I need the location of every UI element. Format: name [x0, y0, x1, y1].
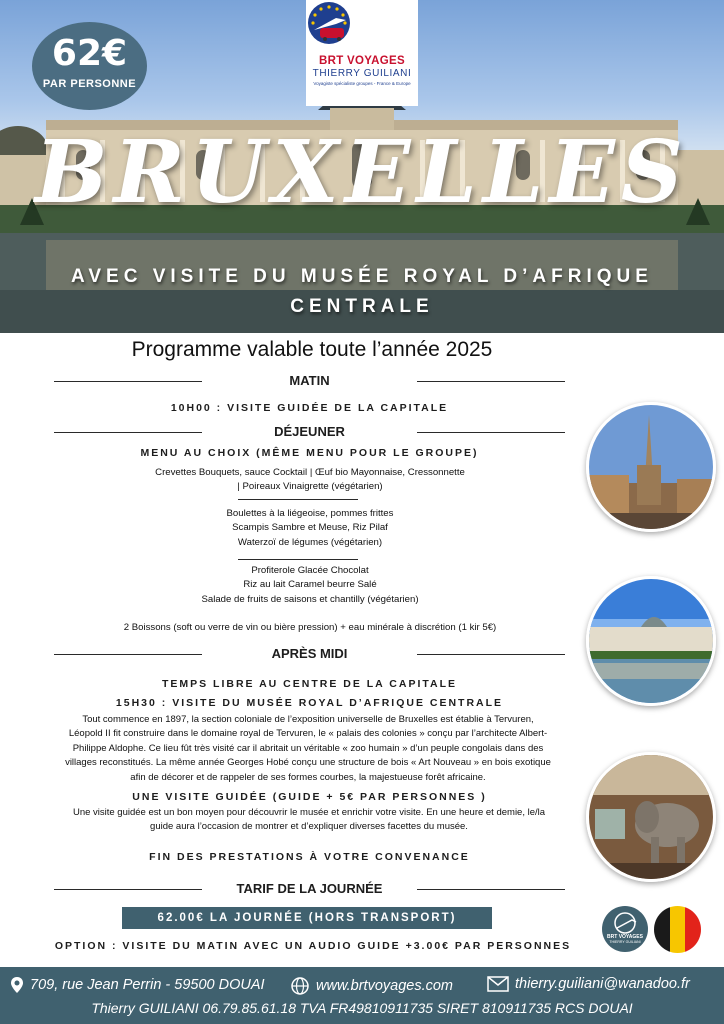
belgium-flag-icon [654, 906, 701, 953]
globe-icon [602, 910, 648, 936]
guided-visit-description [14, 806, 604, 835]
end-of-services: FIN DES PRESTATIONS À VOTRE CONVENANCE [149, 851, 470, 863]
paragraph-line: Philippe Aldophe. Ce lieu fût très visité car il abritait un véritable « zoo humain » d’un peuple congolais dans des [72, 742, 544, 754]
small-logo-name: BRT VOYAGES [607, 934, 643, 940]
section-heading-label: MATIN [289, 373, 330, 388]
section-heading-pricing [54, 879, 565, 899]
flag-stripe-red [685, 906, 701, 953]
hero-title: BRUXELLES [34, 122, 690, 223]
menu-divider [238, 559, 358, 560]
small-logo-person: THIERRY GUILIANI [609, 940, 641, 944]
museum-exterior-photo [586, 576, 716, 706]
menu-starters [80, 466, 540, 495]
divider [417, 654, 565, 655]
museum-elephant-photo [586, 752, 716, 882]
location-pin-icon [10, 976, 24, 994]
menu-line: Scampis Sambre et Meuse, Riz Pilaf [232, 522, 388, 534]
paragraph-line: afin de décorer et de rappeler de ses formes courbes, la majestueuse forêt africaine. [130, 771, 486, 783]
section-heading-label: DÉJEUNER [274, 424, 345, 439]
free-time: TEMPS LIBRE AU CENTRE DE LA CAPITALE [161, 678, 458, 690]
price-badge-amount: 62€ [51, 33, 128, 74]
footer-legal: Thierry GUILIANI 06.79.85.61.18 TVA FR49810911735 SIRET 810911735 RCS DOUAI [91, 1000, 633, 1016]
menu-title: MENU AU CHOIX (MÊME MENU POUR LE GROUPE) [140, 447, 479, 459]
section-heading-label: APRÈS MIDI [271, 646, 348, 661]
grand-place-photo [586, 402, 716, 532]
morning-visit: 10H00 : VISITE GUIDÉE DE LA CAPITALE [170, 402, 449, 414]
footer-website[interactable] [290, 976, 453, 996]
menu-line: Profiterole Glacée Chocolat [251, 565, 369, 576]
europe-globe-icon [306, 0, 352, 46]
paragraph-line: Tout commence en 1897, la section coloniale de l’exposition universelle de Bruxelles est établie à Tervuren, [82, 714, 534, 725]
website-link[interactable]: www.brtvoyages.com [316, 977, 453, 994]
menu-line: Riz au lait Caramel beurre Salé [243, 579, 377, 591]
paragraph-line: guide aura l’occasion de montrer et d’expliquer diverses facettes du musée. [150, 821, 468, 833]
email-link[interactable]: thierry.guiliani@wanadoo.fr [515, 976, 690, 992]
menu-line: Salade de fruits de saisons et chantilly (végétarien) [201, 593, 419, 605]
brt-voyages-logo [306, 0, 418, 106]
footer-address [10, 976, 265, 994]
hero-subtitle: AVEC VISITE DU MUSÉE ROYAL D’AFRIQUE CENTRALE [71, 266, 653, 317]
museum-description [22, 713, 594, 785]
flag-stripe-yellow [670, 906, 686, 953]
menu-desserts [80, 564, 540, 607]
guided-visit-title: UNE VISITE GUIDÉE (GUIDE + 5€ PAR PERSONNES ) [132, 791, 487, 803]
footer [0, 967, 724, 1024]
menu-divider [238, 499, 358, 500]
paragraph-line: villages reconstitués. La même année Georges Hobé conçu une structure de bois « Art Nouveau » en bois exotique [65, 757, 551, 769]
section-heading-label: TARIF DE LA JOURNÉE [236, 881, 383, 896]
paragraph-line: Léopold II fit construire dans le domaine royal de Tervuren, le « palais des colonies » conçu par l’architecte Albert- [68, 728, 548, 740]
section-heading-morning [54, 371, 565, 391]
menu-mains [80, 507, 540, 550]
logo-name: BRT VOYAGES [319, 55, 405, 67]
logo-tagline: Voyagiste spécialiste groupes - France & Europe [313, 81, 411, 86]
address-text: 709, rue Jean Perrin - 59500 DOUAI [30, 976, 265, 993]
flag-stripe-black [654, 906, 670, 953]
paragraph-line: Une visite guidée est un bon moyen pour découvrir le musée et enrichir votre visite. En une heure et demie, le/la [72, 807, 546, 818]
program-title: Programme valable toute l’année 2025 [131, 338, 493, 361]
mail-icon [487, 976, 509, 992]
day-price-bar: 62.00€ LA JOURNÉE (HORS TRANSPORT) [122, 907, 492, 929]
logo-person: THIERRY GUILIANI [312, 68, 412, 79]
menu-line: Waterzoï de légumes (végétarien) [237, 536, 383, 548]
footer-email[interactable] [487, 976, 690, 992]
museum-visit: 15H30 : VISITE DU MUSÉE ROYAL D’AFRIQUE CENTRALE [115, 697, 504, 709]
section-heading-afternoon [54, 644, 565, 664]
price-badge-label: PAR PERSONNE [42, 78, 137, 90]
globe-icon [290, 976, 310, 996]
divider [417, 889, 565, 890]
menu-drinks: 2 Boissons (soft ou verre de vin ou bière pression) + eau minérale à discrétion (1 kir 5€) [123, 622, 497, 633]
menu-line: Boulettes à la liégeoise, pommes frittes [226, 508, 394, 519]
menu-line: Crevettes Bouquets, sauce Cocktail | Œuf bio Mayonnaise, Cressonnette [155, 467, 465, 478]
menu-line: | Poireaux Vinaigrette (végétarien) [237, 481, 383, 493]
hero-banner [0, 0, 724, 333]
section-heading-lunch [54, 422, 565, 442]
divider [417, 381, 565, 382]
divider [417, 432, 565, 433]
brt-voyages-round-logo [602, 906, 648, 952]
price-badge [32, 22, 147, 110]
audio-guide-option: OPTION : VISITE DU MATIN AVEC UN AUDIO GUIDE +3.00€ PAR PERSONNES [54, 940, 572, 952]
